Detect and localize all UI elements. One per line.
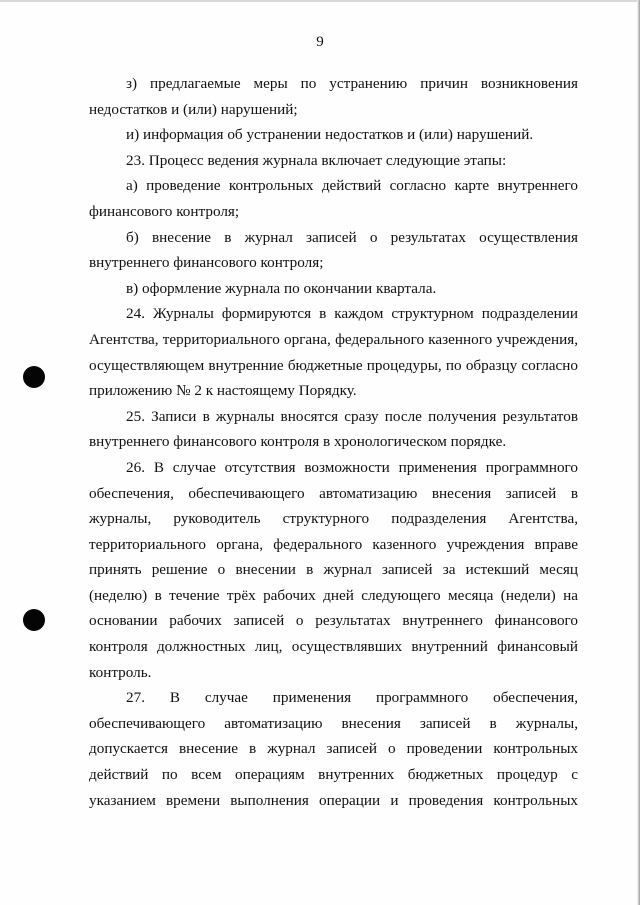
text-line: недостатков и (или) нарушений;: [89, 100, 298, 118]
text-line: Агентства, территориального органа, федерального казенного учреждения,: [89, 330, 578, 348]
text-line: в) оформление журнала по окончании квартала.: [126, 279, 437, 297]
text-line: 27. В случае применения программного обеспечения,: [126, 689, 578, 707]
text-line: журналы, руководитель структурного подразделения Агентства,: [89, 510, 578, 528]
text-line: 26. В случае отсутствия возможности применения программного: [126, 458, 578, 476]
text-line: допускается внесение в журнал записей о проведении контрольных: [89, 740, 578, 758]
punch-hole-upper: [23, 366, 45, 388]
text-line: б) внесение в журнал записей о результатах осуществления: [126, 228, 578, 246]
text-line: внутреннего финансового контроля в хронологическом порядке.: [89, 433, 507, 451]
text-line: контроля должностных лиц, осуществлявших внутренний финансовый: [89, 638, 578, 656]
text-line: 23. Процесс ведения журнала включает следующие этапы:: [126, 151, 507, 169]
text-line: 25. Записи в журналы вносятся сразу после получения результатов: [126, 407, 578, 425]
punch-hole-lower: [23, 609, 45, 631]
text-line: основании рабочих записей о результатах внутреннего финансового: [89, 612, 578, 630]
document-body: [89, 71, 578, 813]
page-number: 9: [316, 34, 324, 50]
text-line: приложению № 2 к настоящему Порядку.: [89, 382, 357, 400]
text-line: финансового контроля;: [89, 202, 240, 220]
text-line: указанием времени выполнения операции и проведения контрольных: [89, 791, 578, 809]
text-line: действий по всем операциям внутренних бюджетных процедур с: [89, 766, 578, 784]
text-line: 24. Журналы формируются в каждом структурном подразделении: [126, 305, 578, 323]
text-line: контроль.: [89, 663, 152, 681]
text-line: осуществляющем внутренние бюджетные процедуры, по образцу согласно: [89, 356, 578, 374]
text-line: (неделю) в течение трёх рабочих дней следующего месяца (недели) на: [89, 586, 578, 604]
text-line: и) информация об устранении недостатков и (или) нарушений.: [126, 126, 534, 144]
text-line: обеспечивающего автоматизацию внесения записей в журналы,: [89, 714, 578, 732]
text-line: внутреннего финансового контроля;: [89, 254, 324, 272]
scan-edge-top: [0, 0, 640, 2]
text-line: обеспечения, обеспечивающего автоматизацию внесения записей в: [89, 484, 578, 502]
text-line: территориального органа, федерального казенного учреждения вправе: [89, 535, 578, 553]
text-line: а) проведение контрольных действий согласно карте внутреннего: [126, 177, 578, 195]
text-line: принять решение о внесении в журнал записей за истекший месяц: [89, 561, 578, 579]
text-line: з) предлагаемые меры по устранению причин возникновения: [126, 75, 578, 92]
